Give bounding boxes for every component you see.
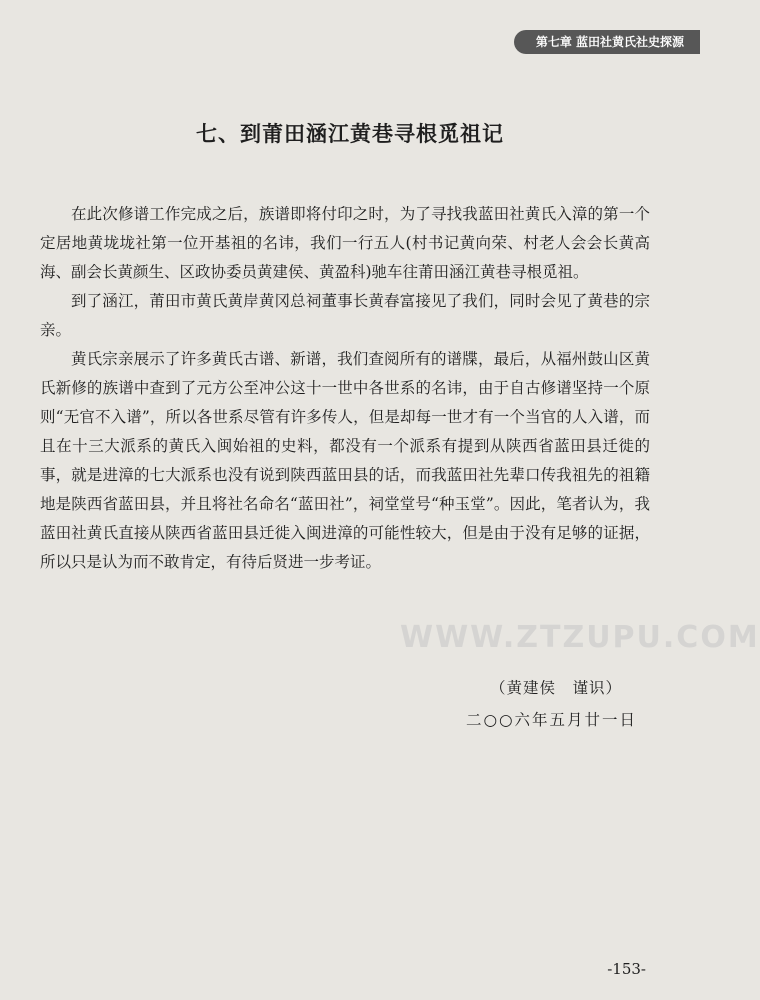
article-date: 二○○六年五月廿一日 [466,711,638,729]
chapter-header-tab: 第七章 蓝田社黄氏社史探源 [514,30,700,54]
article-title: 七、到莆田涵江黄巷寻根觅祖记 [196,122,504,146]
author-signature: （黄建侯 谨识） [490,679,623,697]
paragraph: 到了涵江，莆田市黄氏黄岸黄冈总祠董事长黄春富接见了我们，同时会见了黄巷的宗亲。 [40,292,650,339]
website-watermark: WWW.ZTZUPU.COM [400,620,760,655]
page-number: -153- [607,960,646,978]
paragraph: 在此次修谱工作完成之后，族谱即将付印之时，为了寻找我蓝田社黄氏入漳的第一个定居地黄垅垅社第一位开基祖的名讳，我们一行五人(村书记黄向荣、村老人会会长黄高海、副会长黄颜生、区政协委员黄建侯、黄盈科)驰车往莆田涵江黄巷寻根觅祖。 [40,205,650,281]
paragraph: 黄氏宗亲展示了许多黄氏古谱、新谱，我们查阅所有的谱牒，最后，从福州鼓山区黄氏新修的族谱中查到了元方公至冲公这十一世中各世系的名讳，由于自古修谱坚持一个原则“无官不入谱”，所以各世系尽管有许多传人，但是却每一世才有一个当官的人入谱，而且在十三大派系的黄氏入闽始祖的史料，都没有一个派系有提到从陕西省蓝田县迁徙的事，就是进漳的七大派系也没有说到陕西蓝田县的话，而我蓝田社先辈口传我祖先的祖籍地是陕西省蓝田县，并且将社名命名“蓝田社”，祠堂堂号“种玉堂”。因此，笔者认为，我蓝田社黄氏直接从陕西省蓝田县迁徙入闽进漳的可能性较大，但是由于没有足够的证据，所以只是认为而不敢肯定，有待后贤进一步考证。 [40,350,650,571]
article-body [40,200,650,577]
